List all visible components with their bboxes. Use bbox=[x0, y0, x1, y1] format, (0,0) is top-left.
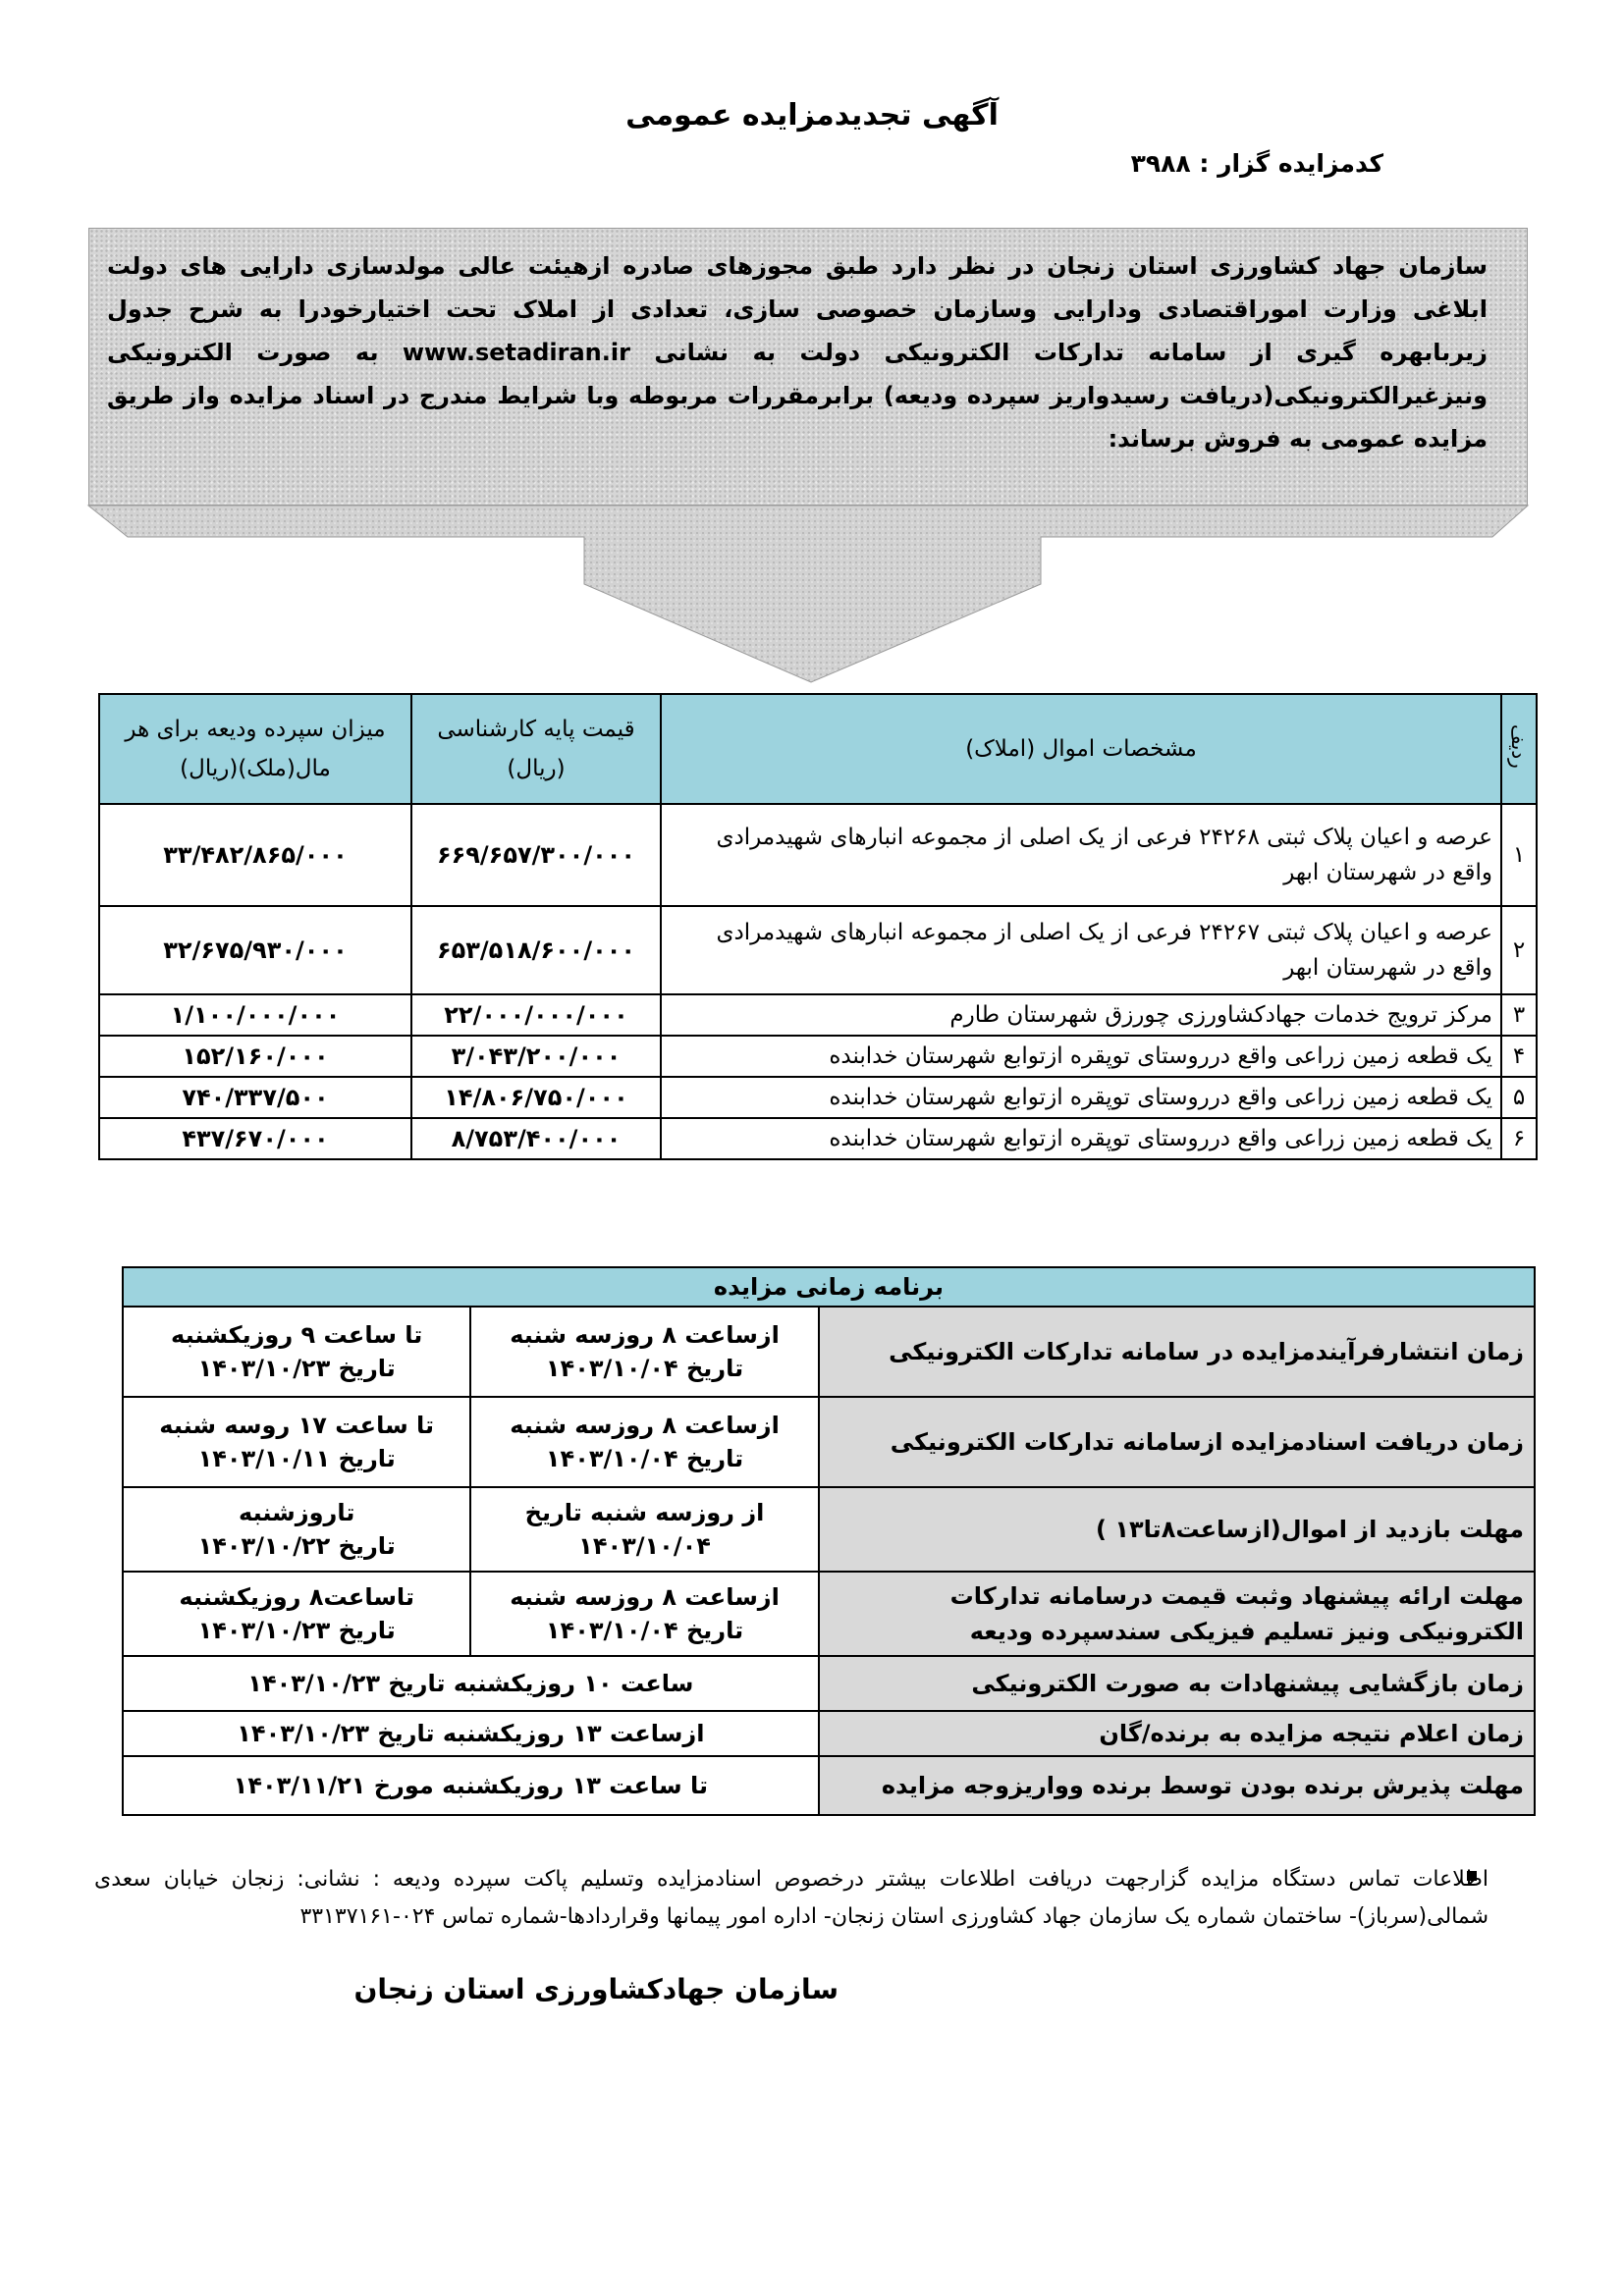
schedule-row bbox=[123, 1756, 1535, 1815]
schedule-from-line: تاریخ ۱۴۰۳/۱۰/۰۴ bbox=[545, 1355, 744, 1382]
schedule-from bbox=[470, 1397, 818, 1487]
schedule-value: تا ساعت ۱۳ روزیکشنبه مورخ ۱۴۰۳/۱۱/۲۱ bbox=[123, 1756, 819, 1815]
down-arrow-graphic bbox=[0, 496, 1624, 692]
schedule-row bbox=[123, 1487, 1535, 1572]
schedule-from-line: ازساعت ۸ روزسه شنبه bbox=[510, 1583, 780, 1611]
asset-row bbox=[99, 906, 1537, 994]
asset-description: عرصه و اعیان پلاک ثبتی ۲۴۲۶۷ فرعی از یک اصلی از مجموعه انبارهای شهیدمرادی واقع در شهرستان ابهر bbox=[661, 906, 1501, 994]
schedule-label: زمان بازگشایی پیشنهادات به صورت الکترونیکی bbox=[819, 1656, 1535, 1711]
asset-row-no: ۵ bbox=[1501, 1077, 1537, 1118]
assets-table bbox=[98, 693, 1538, 1160]
schedule-from-line: از روزسه شنبه تاریخ bbox=[524, 1499, 765, 1526]
intro-text: سازمان جهاد کشاورزی استان زنجان در نظر دارد طبق مجوزهای صادره ازهیئت عالی مولدسازی دارایی های دولت ابلاغی وزارت اموراقتصادی ودارایی وسازمان خصوصی سازی، تعدادی از املاک تحت اختیارخودرا به شرح جدول زیربابهره گیری از سامانه تدارکات الکترونیکی دولت به نشانی www.setadiran.ir به صورت الکترونیکی ونیزغیرالکترونیکی(دریافت رسیدواریز سپرده ودیعه) برابرمقررات مربوطه وبا شرایط مندرج در اسناد مزایده واز طریق مزایده عمومی به فروش برساند: bbox=[107, 252, 1488, 453]
asset-description: عرصه و اعیان پلاک ثبتی ۲۴۲۶۸ فرعی از یک اصلی از مجموعه انبارهای شهیدمرادی واقع در شهرستان ابهر bbox=[661, 804, 1501, 906]
schedule-from bbox=[470, 1307, 818, 1397]
asset-deposit: ۳۳/۴۸۲/۸۶۵/۰۰۰ bbox=[99, 804, 411, 906]
asset-row bbox=[99, 804, 1537, 906]
schedule-value: ازساعت ۱۳ روزیکشنبه تاریخ ۱۴۰۳/۱۰/۲۳ bbox=[123, 1711, 819, 1756]
header-description: مشخصات اموال (املاک) bbox=[661, 694, 1501, 804]
asset-row-no: ۶ bbox=[1501, 1118, 1537, 1159]
asset-deposit: ۷۴۰/۳۳۷/۵۰۰ bbox=[99, 1077, 411, 1118]
schedule-to-line: تاریخ ۱۴۰۳/۱۰/۱۱ bbox=[197, 1445, 396, 1472]
asset-row-no: ۴ bbox=[1501, 1036, 1537, 1077]
header-base-price: قیمت پایه کارشناسی (ریال) bbox=[411, 694, 661, 804]
schedule-to-line: تاساعت۸ روزیکشنبه bbox=[179, 1583, 414, 1611]
schedule-to-line: تاریخ ۱۴۰۳/۱۰/۲۳ bbox=[197, 1617, 396, 1644]
asset-row bbox=[99, 1118, 1537, 1159]
schedule-label: زمان اعلام نتیجه مزایده به برنده/گان bbox=[819, 1711, 1535, 1756]
asset-description: مرکز ترویج خدمات جهادکشاورزی چورزق شهرستان طارم bbox=[661, 994, 1501, 1036]
asset-base-price: ۶۶۹/۶۵۷/۳۰۰/۰۰۰ bbox=[411, 804, 661, 906]
asset-deposit: ۴۳۷/۶۷۰/۰۰۰ bbox=[99, 1118, 411, 1159]
asset-row bbox=[99, 1036, 1537, 1077]
page-title: آگهی تجدیدمزایده عمومی bbox=[625, 98, 999, 133]
asset-description: یک قطعه زمین زراعی واقع درروستای توپقره ازتوابع شهرستان خدابنده bbox=[661, 1118, 1501, 1159]
asset-row-no: ۳ bbox=[1501, 994, 1537, 1036]
schedule-to bbox=[123, 1307, 470, 1397]
schedule-to bbox=[123, 1572, 470, 1656]
schedule-label: مهلت پذیرش برنده بودن توسط برنده وواریزوجه مزایده bbox=[819, 1756, 1535, 1815]
contact-info: اطلاعات تماس دستگاه مزایده گزارجهت دریافت اطلاعات بیشتر درخصوص اسنادمزایده وتسلیم پاکت سپرده ودیعه : نشانی: زنجان خیابان سعدی شمالی(سرباز)- ساختمان شماره یک سازمان جهاد کشاورزی استان زنجان- اداره امور پیمانها وقراردادها-شماره تماس ۰۲۴-۳۳۱۳۷۱۶۱ bbox=[94, 1867, 1489, 1929]
schedule-title: برنامه زمانی مزایده bbox=[123, 1267, 1535, 1307]
assets-header-row bbox=[99, 694, 1537, 804]
asset-row bbox=[99, 1077, 1537, 1118]
schedule-from-line: ۱۴۰۳/۱۰/۰۴ bbox=[578, 1532, 711, 1560]
schedule-row bbox=[123, 1656, 1535, 1711]
schedule-from-line: تاریخ ۱۴۰۳/۱۰/۰۴ bbox=[545, 1617, 744, 1644]
asset-base-price: ۶۵۳/۵۱۸/۶۰۰/۰۰۰ bbox=[411, 906, 661, 994]
auction-code: کدمزایده گزار : ۳۹۸۸ bbox=[1130, 149, 1383, 178]
schedule-to bbox=[123, 1397, 470, 1487]
schedule-row bbox=[123, 1572, 1535, 1656]
asset-deposit: ۳۲/۶۷۵/۹۳۰/۰۰۰ bbox=[99, 906, 411, 994]
schedule-table bbox=[122, 1266, 1536, 1816]
header-deposit: میزان سپرده ودیعه برای هر مال(ملک)(ریال) bbox=[99, 694, 411, 804]
schedule-to-line: تا ساعت ۱۷ روسه شنبه bbox=[159, 1412, 435, 1439]
schedule-row bbox=[123, 1397, 1535, 1487]
schedule-label: زمان انتشارفرآیندمزایده در سامانه تدارکات الکترونیکی bbox=[819, 1307, 1535, 1397]
schedule-row bbox=[123, 1711, 1535, 1756]
asset-deposit: ۱/۱۰۰/۰۰۰/۰۰۰ bbox=[99, 994, 411, 1036]
asset-row bbox=[99, 994, 1537, 1036]
asset-base-price: ۱۴/۸۰۶/۷۵۰/۰۰۰ bbox=[411, 1077, 661, 1118]
asset-row-no: ۲ bbox=[1501, 906, 1537, 994]
schedule-from-line: ازساعت ۸ روزسه شنبه bbox=[510, 1412, 780, 1439]
schedule-from bbox=[470, 1572, 818, 1656]
arrow-body bbox=[88, 506, 1528, 682]
schedule-to-line: تا ساعت ۹ روزیکشنبه bbox=[171, 1321, 423, 1349]
schedule-value: ساعت ۱۰ روزیکشنبه تاریخ ۱۴۰۳/۱۰/۲۳ bbox=[123, 1656, 819, 1711]
asset-deposit: ۱۵۲/۱۶۰/۰۰۰ bbox=[99, 1036, 411, 1077]
schedule-from-line: تاریخ ۱۴۰۳/۱۰/۰۴ bbox=[545, 1445, 744, 1472]
intro-box bbox=[88, 228, 1528, 506]
schedule-from bbox=[470, 1487, 818, 1572]
schedule-to-line: تاریخ ۱۴۰۳/۱۰/۲۲ bbox=[197, 1532, 396, 1560]
asset-row-no: ۱ bbox=[1501, 804, 1537, 906]
asset-base-price: ۳/۰۴۳/۲۰۰/۰۰۰ bbox=[411, 1036, 661, 1077]
header-row-no: ردیف bbox=[1501, 694, 1537, 804]
organization-signature: سازمان جهادکشاورزی استان زنجان bbox=[353, 1973, 839, 2005]
asset-base-price: ۲۲/۰۰۰/۰۰۰/۰۰۰ bbox=[411, 994, 661, 1036]
schedule-to-line: تاریخ ۱۴۰۳/۱۰/۲۳ bbox=[197, 1355, 396, 1382]
asset-description: یک قطعه زمین زراعی واقع درروستای توپقره ازتوابع شهرستان خدابنده bbox=[661, 1036, 1501, 1077]
schedule-label: زمان دریافت اسنادمزایده ازسامانه تدارکات الکترونیکی bbox=[819, 1397, 1535, 1487]
asset-base-price: ۸/۷۵۳/۴۰۰/۰۰۰ bbox=[411, 1118, 661, 1159]
asset-description: یک قطعه زمین زراعی واقع درروستای توپقره ازتوابع شهرستان خدابنده bbox=[661, 1077, 1501, 1118]
schedule-row bbox=[123, 1307, 1535, 1397]
schedule-from-line: ازساعت ۸ روزسه شنبه bbox=[510, 1321, 780, 1349]
schedule-to bbox=[123, 1487, 470, 1572]
schedule-label: مهلت بازدید از اموال(ازساعت۸تا۱۳ ) bbox=[819, 1487, 1535, 1572]
schedule-label: مهلت ارائه پیشنهاد وثبت قیمت درسامانه تدارکات الکترونیکی ونیز تسلیم فیزیکی سندسپرده ودیعه bbox=[819, 1572, 1535, 1656]
schedule-to-line: تاروزشنبه bbox=[239, 1499, 355, 1526]
